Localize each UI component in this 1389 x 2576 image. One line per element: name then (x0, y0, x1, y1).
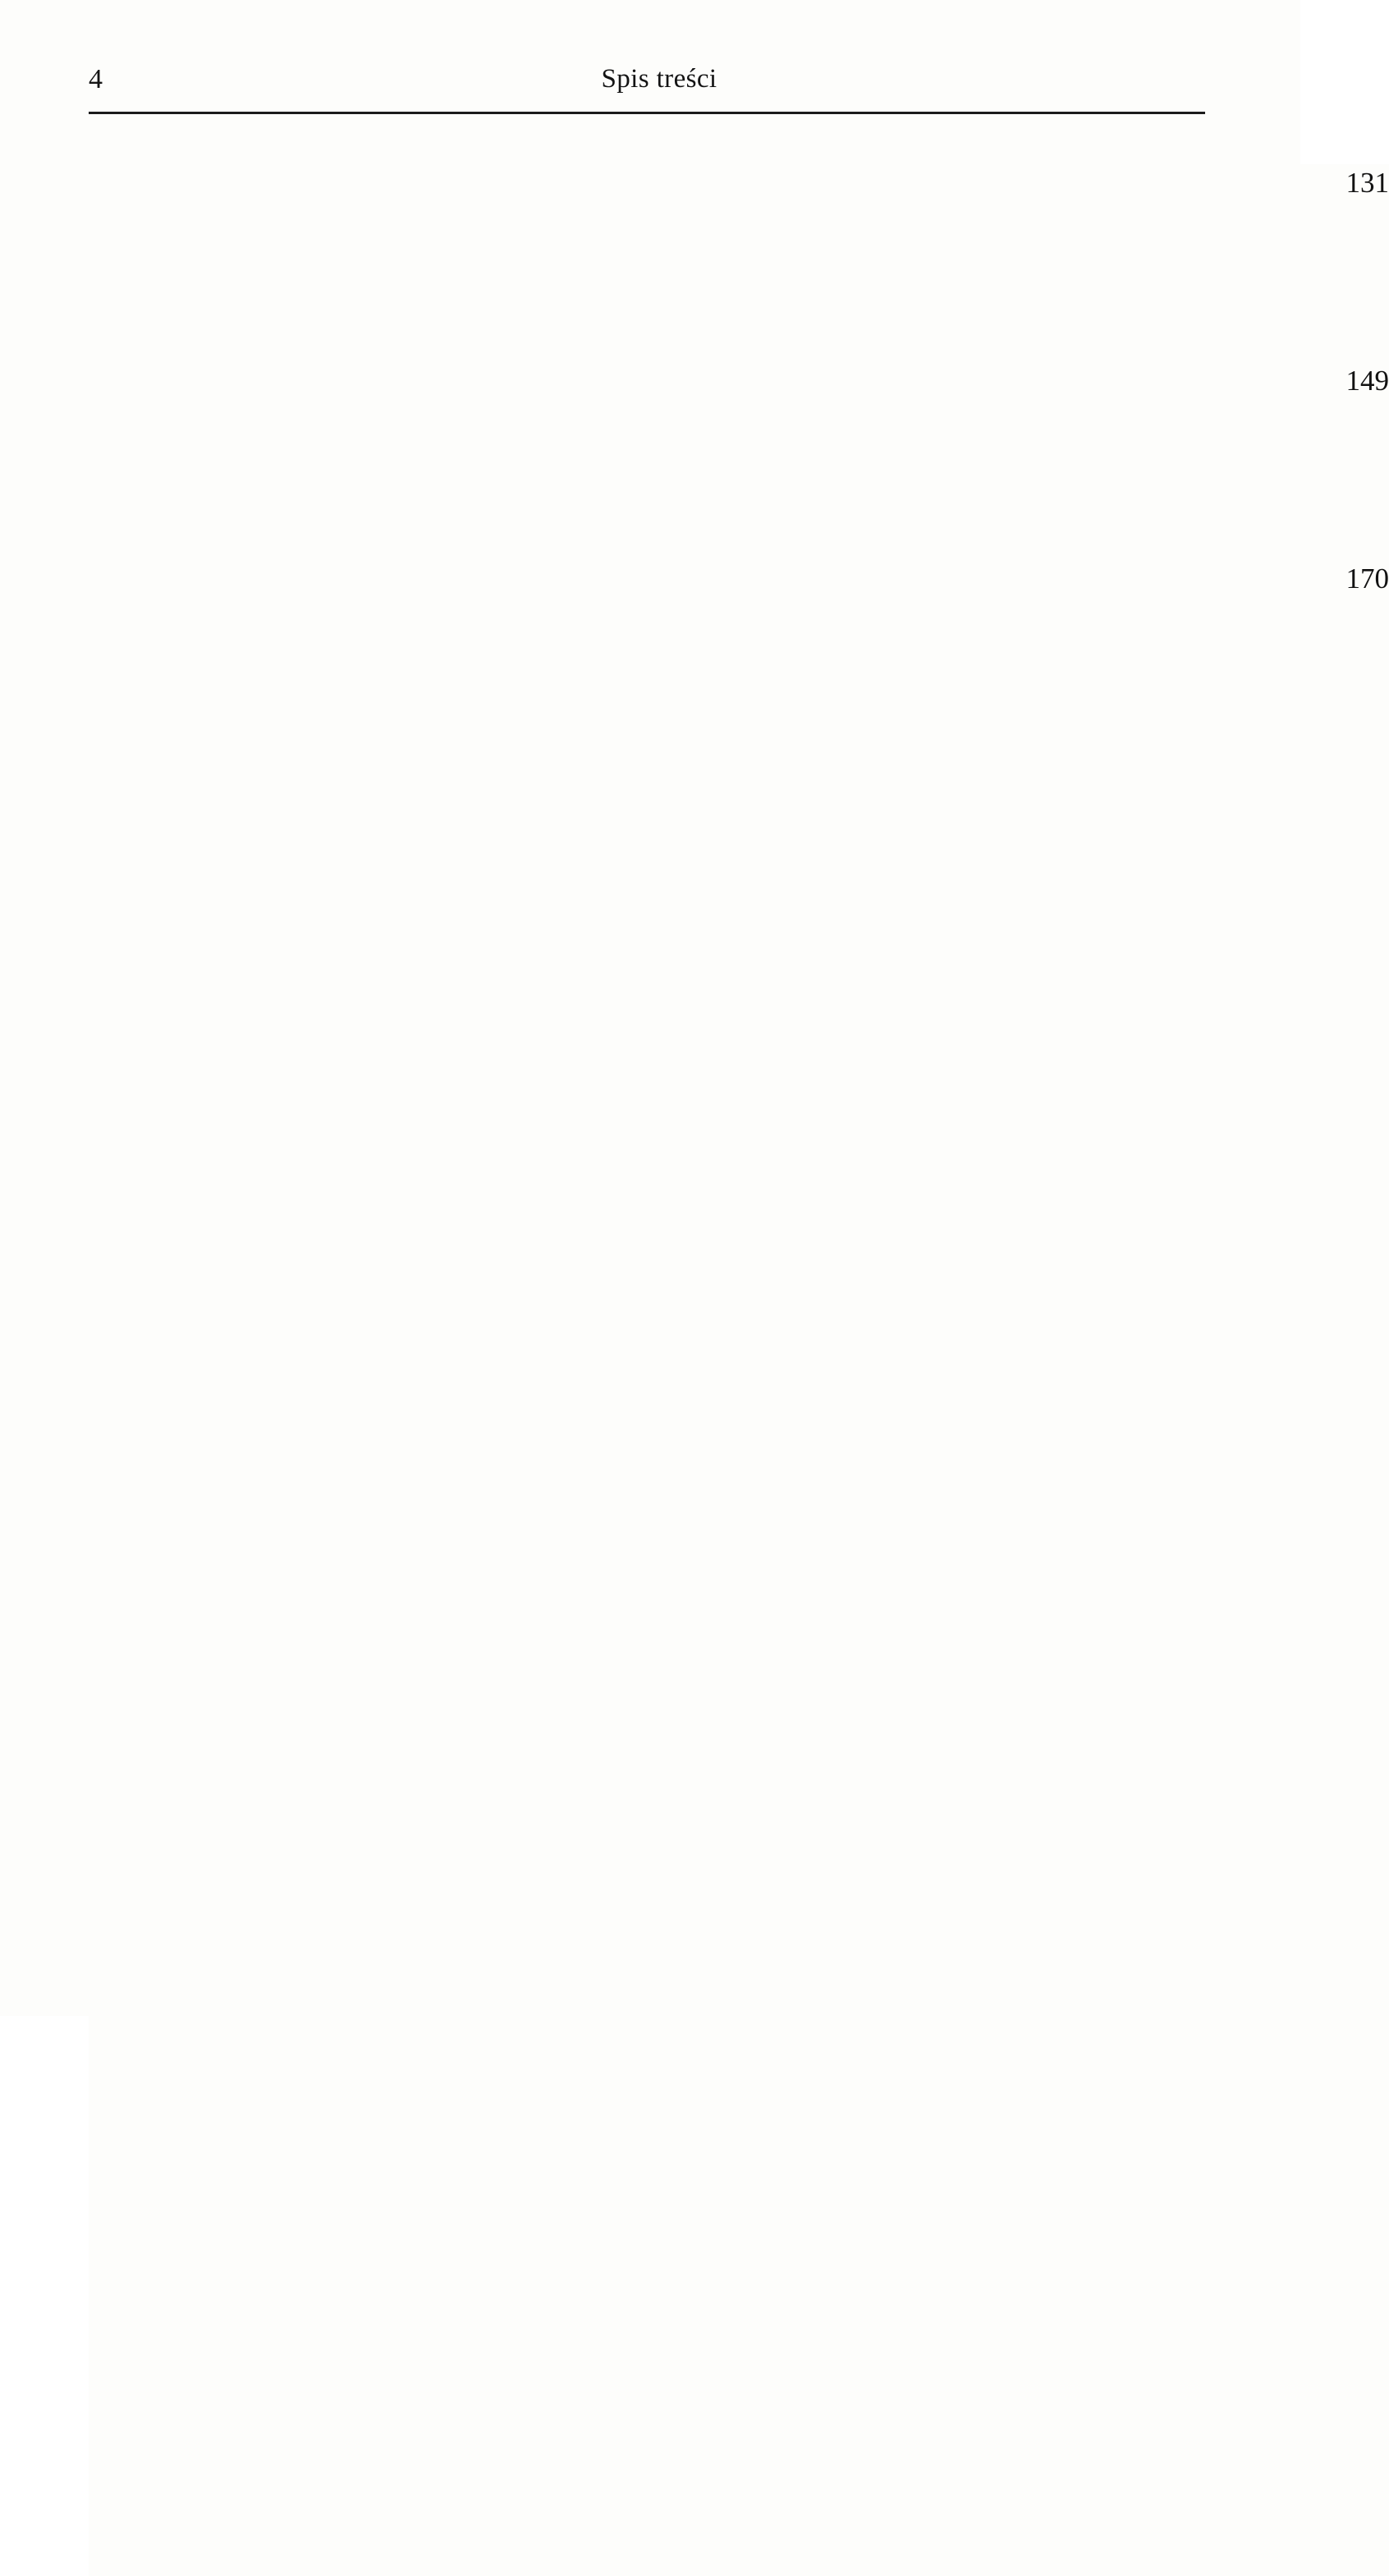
title-last-line (89, 167, 1389, 315)
running-title: Spis treści (601, 64, 717, 94)
toc-entry[interactable] (89, 362, 1389, 512)
page-header (89, 64, 1205, 113)
title-last-line (89, 562, 1389, 675)
toc-entry[interactable] (89, 164, 1389, 315)
title-last-line (89, 365, 1389, 513)
entry-page-number[interactable]: 170 (89, 560, 1389, 2576)
page-number: 4 (89, 64, 103, 94)
table-of-contents (89, 164, 1389, 722)
entry-page-number[interactable]: 131 (89, 164, 1389, 2180)
entry-title (89, 562, 1389, 674)
entry-page-number[interactable]: 149 (89, 362, 1389, 2378)
entry-title (89, 365, 1389, 512)
entry-title (89, 167, 1389, 315)
toc-entry[interactable] (89, 560, 1389, 674)
header-rule (89, 112, 1205, 114)
